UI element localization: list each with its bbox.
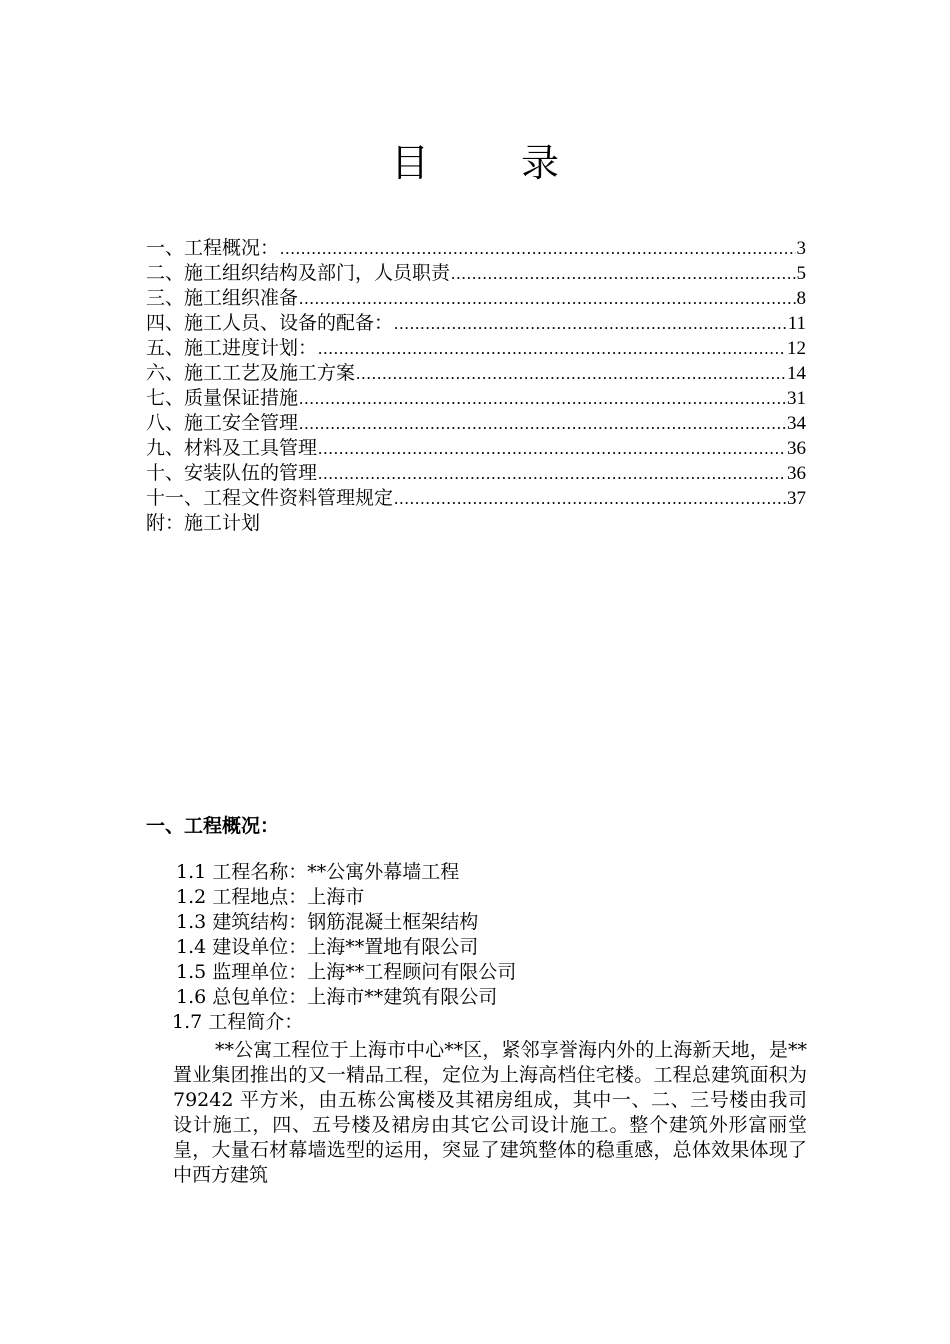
- fact-supervisor: 1.5 监理单位：上海**工程顾问有限公司: [176, 961, 517, 983]
- toc-page-number: 14: [787, 363, 806, 384]
- toc-dot-leader: [394, 486, 786, 511]
- project-intro-paragraph: **公寓工程位于上海市中心**区，紧邻享誉海内外的上海新天地，是**置业集团推出的又一精品工程，定位为上海高档住宅楼。工程总建筑面积为 79242 平方米，由五栋公寓楼及其裙房组成，其中一、二、三号楼由我司设计施工，四、五号楼及裙房由其它公司设计施工。整个建筑外形富丽堂皇，大量石材幕墙选型的运用，突显了建筑整体的稳重感，总体效果体现了中西方建筑: [173, 1039, 807, 1186]
- toc-dot-leader: [394, 311, 787, 336]
- toc-page-number: 11: [787, 313, 806, 334]
- toc-dot-leader: [299, 286, 795, 311]
- toc-entry-label: 四、施工人员、设备的配备：: [146, 312, 394, 334]
- toc-entry-label: 八、施工安全管理: [146, 412, 299, 434]
- toc-entry-7[interactable]: [146, 386, 806, 411]
- table-of-contents: [146, 236, 806, 536]
- fact-intro-label: 1.7 工程简介：: [172, 1011, 304, 1033]
- toc-entry-label: 九、材料及工具管理: [146, 437, 318, 459]
- toc-page-number: 36: [787, 463, 806, 484]
- toc-entry-3[interactable]: [146, 286, 806, 311]
- fact-project-location: 1.2 工程地点：上海市: [176, 886, 365, 908]
- project-facts-list: [172, 860, 517, 1035]
- toc-entry-4[interactable]: [146, 311, 806, 336]
- toc-entry-label: 七、质量保证措施: [146, 387, 299, 409]
- fact-building-structure: 1.3 建筑结构：钢筋混凝土框架结构: [176, 911, 479, 933]
- toc-entry-2[interactable]: [146, 261, 806, 286]
- toc-appendix[interactable]: [146, 511, 806, 536]
- toc-entry-label: 二、施工组织结构及部门，人员职责: [146, 262, 451, 284]
- toc-page-number: 8: [796, 288, 806, 309]
- toc-dot-leader: [451, 261, 795, 286]
- fact-developer: 1.4 建设单位：上海**置地有限公司: [176, 936, 479, 958]
- toc-entry-5[interactable]: [146, 336, 806, 361]
- section-heading: 一、工程概况：: [146, 815, 280, 837]
- toc-entry-10[interactable]: [146, 461, 806, 486]
- toc-entry-1[interactable]: [146, 236, 806, 261]
- toc-dot-leader: [356, 361, 786, 386]
- toc-entry-label: 三、施工组织准备: [146, 287, 299, 309]
- toc-page-number: 36: [787, 438, 806, 459]
- toc-dot-leader: [318, 436, 786, 461]
- toc-entry-label: 六、施工工艺及施工方案: [146, 362, 356, 384]
- toc-entry-label: 一、工程概况：: [146, 237, 280, 259]
- toc-page-number: 37: [787, 488, 806, 509]
- toc-page-number: 12: [787, 338, 806, 359]
- toc-entry-8[interactable]: [146, 411, 806, 436]
- toc-dot-leader: [299, 386, 786, 411]
- toc-dot-leader: [280, 236, 795, 261]
- toc-page-number: 5: [796, 263, 806, 284]
- toc-dot-leader: [318, 336, 786, 361]
- toc-appendix-label: 附：施工计划: [146, 512, 261, 534]
- toc-dot-leader: [318, 461, 786, 486]
- toc-page-number: 34: [787, 413, 806, 434]
- toc-entry-11[interactable]: [146, 486, 806, 511]
- toc-page-number: 31: [787, 388, 806, 409]
- toc-entry-label: 五、施工进度计划：: [146, 337, 318, 359]
- toc-entry-label: 十一、工程文件资料管理规定: [146, 487, 394, 509]
- toc-dot-leader: [299, 411, 786, 436]
- toc-page-number: 3: [796, 238, 806, 259]
- toc-title: 目 录: [390, 141, 600, 185]
- fact-project-name: 1.1 工程名称：**公寓外幕墙工程: [176, 861, 460, 883]
- toc-entry-6[interactable]: [146, 361, 806, 386]
- toc-entry-label: 十、安装队伍的管理: [146, 462, 318, 484]
- fact-general-contractor: 1.6 总包单位：上海市**建筑有限公司: [176, 986, 498, 1008]
- toc-entry-9[interactable]: [146, 436, 806, 461]
